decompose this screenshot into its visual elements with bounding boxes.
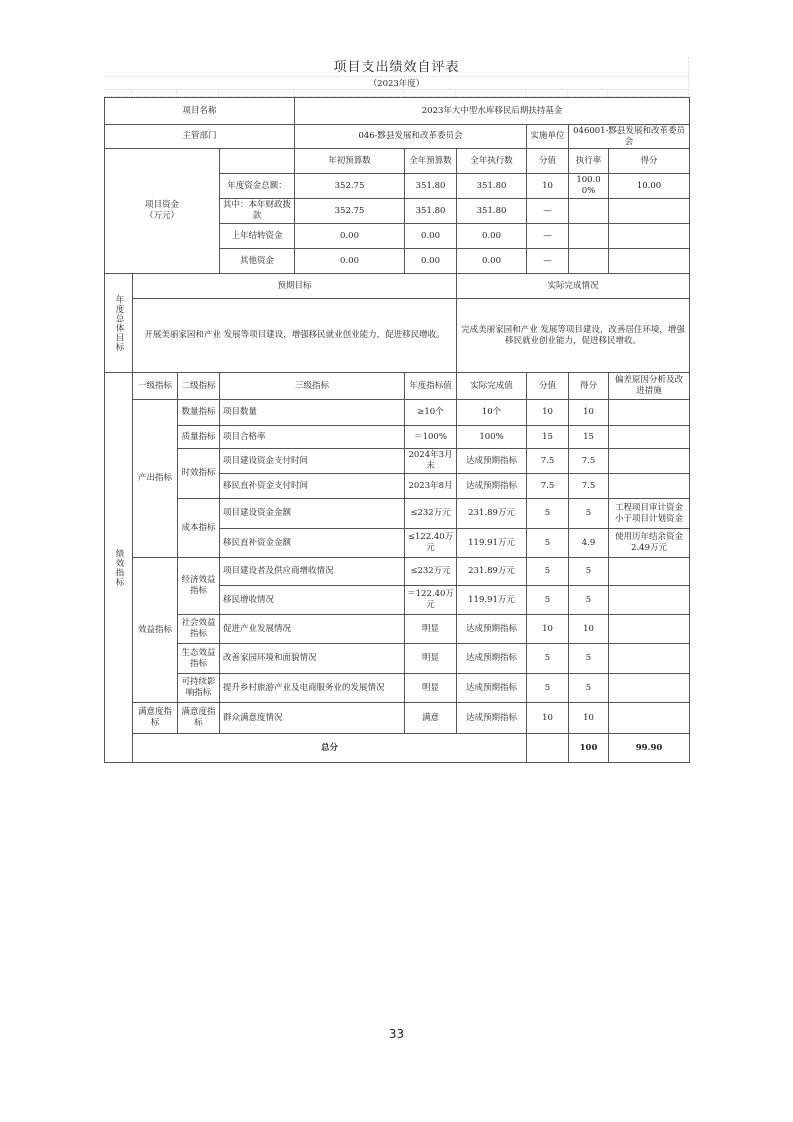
level2-quantity: 数量指标	[178, 400, 220, 426]
indicator-target: 明显	[405, 615, 457, 644]
level2-sustainable: 可持续影响指标	[178, 674, 220, 703]
indicator-name: 改善家园环境和面貌情况	[220, 644, 405, 674]
indicator-score-value: 5	[527, 674, 569, 703]
funds-row-executed: 0.00	[457, 224, 527, 249]
indicator-header-deviation: 偏差原因分析及改进措施	[609, 373, 690, 400]
goals-header-row	[105, 274, 690, 299]
indicators-section-label: 绩效指标	[105, 373, 133, 763]
indicator-target: ≥10个	[405, 400, 457, 426]
level2-satisfaction: 满意度指标	[178, 703, 220, 734]
indicator-score: 5	[569, 558, 609, 586]
indicator-score: 10	[569, 615, 609, 644]
indicator-note	[609, 644, 690, 674]
funds-row-score	[609, 224, 690, 249]
indicator-score-value: 5	[527, 558, 569, 586]
indicator-score: 7.5	[569, 474, 609, 499]
indicator-score-value: 15	[527, 426, 569, 449]
indicator-target: ＝100%	[405, 426, 457, 449]
goals-section-label: 年度总体目标	[105, 274, 133, 373]
indicator-note	[609, 703, 690, 734]
funds-col-score-value: 分值	[527, 149, 569, 174]
indicator-actual: 100%	[457, 426, 527, 449]
indicator-target: 2024年3月末	[405, 449, 457, 474]
performance-evaluation-table	[104, 97, 690, 763]
department-row	[105, 125, 690, 149]
indicator-actual: 达成预期指标	[457, 474, 527, 499]
indicator-header-level3: 三级指标	[220, 373, 405, 400]
funds-row-rate	[569, 224, 609, 249]
total-score-value: 100	[569, 734, 609, 763]
indicator-note	[609, 449, 690, 474]
funds-header-row	[105, 149, 690, 174]
indicator-score-value: 5	[527, 529, 569, 558]
funds-row-annual: 0.00	[405, 224, 457, 249]
indicator-target: 满意	[405, 703, 457, 734]
goals-actual-header: 实际完成情况	[457, 274, 690, 299]
indicator-score-value: 5	[527, 499, 569, 529]
indicator-name: 项目数量	[220, 400, 405, 426]
indicator-score-value: 10	[527, 703, 569, 734]
indicator-score: 10	[569, 703, 609, 734]
indicator-name: 移民直补资金支付时间	[220, 474, 405, 499]
funds-row-executed: 351.80	[457, 174, 527, 199]
indicator-row	[105, 644, 690, 674]
indicator-actual: 达成预期指标	[457, 449, 527, 474]
indicator-actual: 231.89万元	[457, 558, 527, 586]
funds-col-rate: 执行率	[569, 149, 609, 174]
indicator-score: 5	[569, 499, 609, 529]
indicator-score: 4.9	[569, 529, 609, 558]
indicator-note	[609, 474, 690, 499]
indicator-score: 7.5	[569, 449, 609, 474]
indicator-score-value: 5	[527, 586, 569, 615]
indicator-name: 促进产业发展情况	[220, 615, 405, 644]
funds-row-label: 上年结转资金	[220, 224, 295, 249]
indicator-header-level1: 一级指标	[133, 373, 178, 400]
level2-social: 社会效益指标	[178, 615, 220, 644]
funds-row-executed: 0.00	[457, 249, 527, 274]
total-label: 总分	[133, 734, 527, 763]
indicator-row	[105, 449, 690, 474]
funds-row-initial: 0.00	[295, 224, 405, 249]
funds-row-score	[609, 199, 690, 224]
goals-expected-text: 开展美丽家园和产业 发展等项目建设，增强移民就业创业能力，促进移民增收。	[133, 299, 457, 373]
total-row	[105, 734, 690, 763]
indicator-name: 项目建设资金支付时间	[220, 449, 405, 474]
funds-row-score-value: —	[527, 224, 569, 249]
funds-row-score-value: 10	[527, 174, 569, 199]
indicator-actual: 达成预期指标	[457, 703, 527, 734]
indicator-name: 提升乡村旅游产业及电商服务业的发展情况	[220, 674, 405, 703]
project-name-row	[105, 98, 690, 125]
indicator-header-score-value: 分值	[527, 373, 569, 400]
level1-benefit: 效益指标	[133, 558, 178, 703]
page-number: 33	[388, 1027, 405, 1041]
indicator-actual: 119.91万元	[457, 586, 527, 615]
indicator-row	[105, 674, 690, 703]
indicator-score-value: 5	[527, 644, 569, 674]
indicator-target: ＝122.40万元	[405, 586, 457, 615]
level2-cost: 成本指标	[178, 499, 220, 558]
dept-value: 046-黟县发展和改革委员会	[295, 125, 527, 149]
indicator-header-actual: 实际完成值	[457, 373, 527, 400]
indicator-name: 群众满意度情况	[220, 703, 405, 734]
indicator-row	[105, 615, 690, 644]
indicator-score-value: 10	[527, 615, 569, 644]
indicator-note	[609, 615, 690, 644]
indicator-actual: 231.89万元	[457, 499, 527, 529]
funds-row-annual: 0.00	[405, 249, 457, 274]
unit-value: 046001-黟县发展和改革委员会	[569, 125, 690, 149]
funds-row-label: 其他资金	[220, 249, 295, 274]
funds-row-label: 其中：本年财政拨款	[220, 199, 295, 224]
funds-row-rate: 100.00%	[569, 174, 609, 199]
funds-row-label: 年度资金总额：	[220, 174, 295, 199]
funds-row-executed: 351.80	[457, 199, 527, 224]
dept-label: 主管部门	[105, 125, 295, 149]
project-name-value: 2023年大中型水库移民后期扶持基金	[295, 98, 690, 125]
funds-row-annual: 351.80	[405, 199, 457, 224]
indicator-name: 项目建设者及供应商增收情况	[220, 558, 405, 586]
goals-actual-text: 完成美丽家园和产业 发展等项目建设，改善居住环境，增强移民就业创业能力，促进移民增收。	[457, 299, 690, 373]
document-year: （2023年度）	[368, 79, 425, 89]
indicator-target: 2023年8月	[405, 474, 457, 499]
indicator-row	[105, 400, 690, 426]
indicator-target: ≤232万元	[405, 499, 457, 529]
indicator-row	[105, 558, 690, 586]
indicator-row	[105, 426, 690, 449]
indicator-name: 移民增收情况	[220, 586, 405, 615]
indicator-name: 移民直补资金金额	[220, 529, 405, 558]
document-title: 项目支出绩效自评表	[333, 60, 460, 75]
total-score: 99.90	[609, 734, 690, 763]
funds-row-score: 10.00	[609, 174, 690, 199]
indicator-score: 10	[569, 400, 609, 426]
funds-row-score	[609, 249, 690, 274]
level2-quality: 质量指标	[178, 426, 220, 449]
indicator-score: 15	[569, 426, 609, 449]
indicator-actual: 达成预期指标	[457, 615, 527, 644]
indicator-score-value: 10	[527, 400, 569, 426]
indicator-actual: 119.91万元	[457, 529, 527, 558]
indicator-actual: 达成预期指标	[457, 674, 527, 703]
indicator-note: 使用历年结余资金2.49万元	[609, 529, 690, 558]
indicator-row	[105, 703, 690, 734]
funds-section-label-text: 项目资金 （万元）	[144, 200, 179, 221]
funds-header-blank	[220, 149, 295, 174]
indicator-score-value: 7.5	[527, 449, 569, 474]
indicator-score: 5	[569, 674, 609, 703]
indicator-header-target: 年度指标值	[405, 373, 457, 400]
indicator-note	[609, 674, 690, 703]
total-blank	[527, 734, 569, 763]
funds-row-annual: 351.80	[405, 174, 457, 199]
indicator-score: 5	[569, 644, 609, 674]
funds-row-score-value: —	[527, 249, 569, 274]
funds-col-score: 得分	[609, 149, 690, 174]
unit-label: 实施单位	[527, 125, 569, 149]
indicator-name: 项目建设资金金额	[220, 499, 405, 529]
funds-row-initial: 352.75	[295, 199, 405, 224]
indicator-note: 工程项目审计资金小于项目计划资金	[609, 499, 690, 529]
level1-satisfaction: 满意度指标	[133, 703, 178, 734]
funds-row-rate	[569, 199, 609, 224]
indicator-note	[609, 426, 690, 449]
indicator-target: 明显	[405, 674, 457, 703]
project-name-label: 项目名称	[105, 98, 295, 125]
funds-col-initial: 年初预算数	[295, 149, 405, 174]
funds-row-initial: 0.00	[295, 249, 405, 274]
funds-row-score-value: —	[527, 199, 569, 224]
indicator-score: 5	[569, 586, 609, 615]
level2-timeliness: 时效指标	[178, 449, 220, 499]
funds-row-rate	[569, 249, 609, 274]
level2-ecological: 生态效益指标	[178, 644, 220, 674]
funds-section-label	[105, 149, 220, 274]
indicator-header-level2: 二级指标	[178, 373, 220, 400]
indicator-header-score: 得分	[569, 373, 609, 400]
level1-output: 产出指标	[133, 400, 178, 558]
indicator-note	[609, 400, 690, 426]
goals-expected-header: 预期目标	[133, 274, 457, 299]
indicator-score-value: 7.5	[527, 474, 569, 499]
indicator-name: 项目合格率	[220, 426, 405, 449]
indicator-row	[105, 499, 690, 529]
indicator-actual: 10个	[457, 400, 527, 426]
indicator-target: ≤122.40万元	[405, 529, 457, 558]
funds-col-executed: 全年执行数	[457, 149, 527, 174]
indicator-header-row	[105, 373, 690, 400]
indicator-actual: 达成预期指标	[457, 644, 527, 674]
funds-col-annual: 全年预算数	[405, 149, 457, 174]
indicator-target: ≤232万元	[405, 558, 457, 586]
indicator-target: 明显	[405, 644, 457, 674]
indicator-note	[609, 558, 690, 586]
goals-content-row	[105, 299, 690, 373]
level2-economic: 经济效益指标	[178, 558, 220, 615]
indicator-note	[609, 586, 690, 615]
funds-row-initial: 352.75	[295, 174, 405, 199]
